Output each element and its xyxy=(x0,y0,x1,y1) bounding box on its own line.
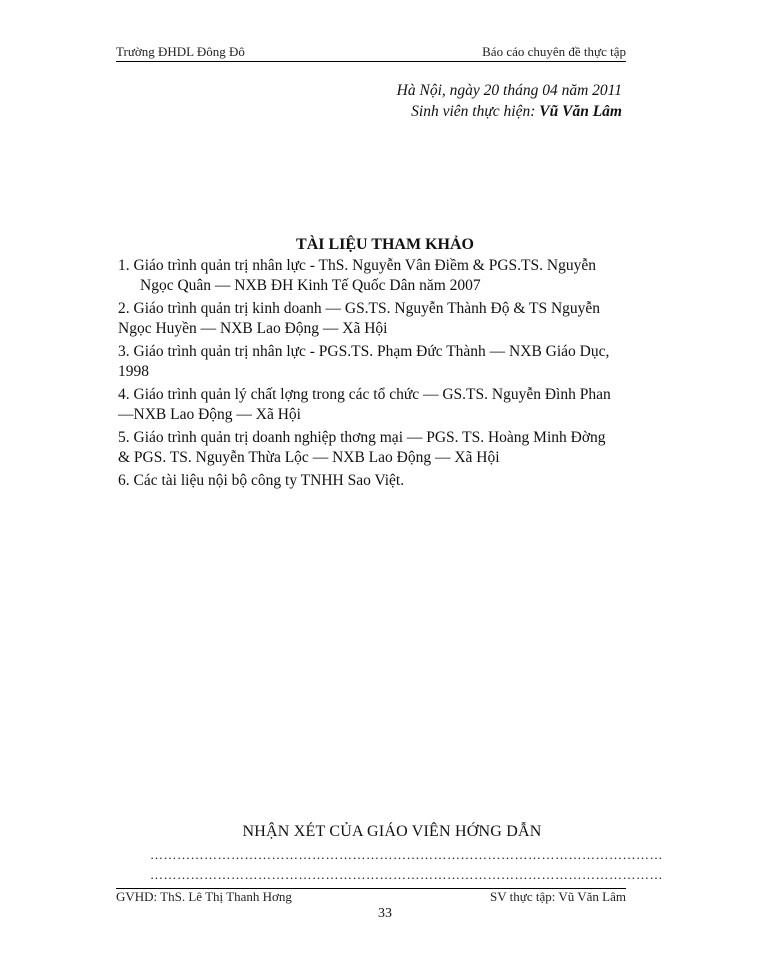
references-title: TÀI LIỆU THAM KHẢO xyxy=(296,236,474,253)
reference-line: 3. Giáo trình quản trị nhân lực - PGS.TS. Phạm Đức Thành — NXB Giáo Dục, xyxy=(118,343,610,360)
reference-line-continued: Ngọc Huyền — NXB Lao Động — Xã Hội xyxy=(118,320,388,338)
signoff-date: Hà Nội, ngày 20 tháng 04 năm 2011 xyxy=(396,82,622,99)
header-report-title: Báo cáo chuyên đề thực tập xyxy=(482,44,626,59)
review-dotted-line: …………………………………………………………………………………………………… xyxy=(150,867,663,882)
review-dotted-line: …………………………………………………………………………………………………… xyxy=(150,847,663,862)
reference-item xyxy=(118,299,648,340)
review-title: NHẬN XÉT CỦA GIÁO VIÊN HỚNG DẪN xyxy=(242,823,542,840)
reference-item xyxy=(118,471,648,491)
reference-item xyxy=(118,428,648,469)
reference-line: 4. Giáo trình quản lý chất lợng trong các tổ chức — GS.TS. Nguyễn Đình Phan xyxy=(118,386,611,403)
reference-line-continued: Ngọc Quân — NXB ĐH Kinh Tế Quốc Dân năm 2007 xyxy=(140,277,481,295)
signoff-block xyxy=(397,80,622,122)
reference-line-continued: & PGS. TS. Nguyễn Thừa Lộc — NXB Lao Động — Xã Hội xyxy=(118,449,500,467)
header-school: Trường ĐHDL Đông Đô xyxy=(116,44,245,59)
references-list xyxy=(118,256,648,494)
reference-line: 5. Giáo trình quản trị doanh nghiệp thơng mại — PGS. TS. Hoàng Minh Đờng xyxy=(118,429,606,446)
reference-line-continued: 1998 xyxy=(118,363,149,381)
footer-advisor: GVHD: ThS. Lê Thị Thanh Hơng xyxy=(116,889,292,904)
footer-student: SV thực tập: Vũ Văn Lâm xyxy=(490,889,626,904)
page-number: 33 xyxy=(378,906,392,921)
reference-line: 1. Giáo trình quản trị nhân lực - ThS. Nguyễn Vân Điềm & PGS.TS. Nguyễn xyxy=(118,257,596,274)
reference-item xyxy=(118,342,648,383)
page-footer xyxy=(116,888,626,905)
signoff-author-label: Sinh viên thực hiện: xyxy=(411,103,536,120)
page-header xyxy=(116,44,626,62)
reference-line: 6. Các tài liệu nội bộ công ty TNHH Sao Việt. xyxy=(118,472,405,489)
signoff-author xyxy=(397,101,622,122)
reference-item xyxy=(118,385,648,426)
reference-line: 2. Giáo trình quản trị kinh doanh — GS.TS. Nguyễn Thành Độ & TS Nguyễn xyxy=(118,300,601,317)
signoff-author-name: Vũ Văn Lâm xyxy=(539,103,622,120)
reference-line-continued: —NXB Lao Động — Xã Hội xyxy=(118,406,301,424)
reference-item xyxy=(118,256,648,297)
